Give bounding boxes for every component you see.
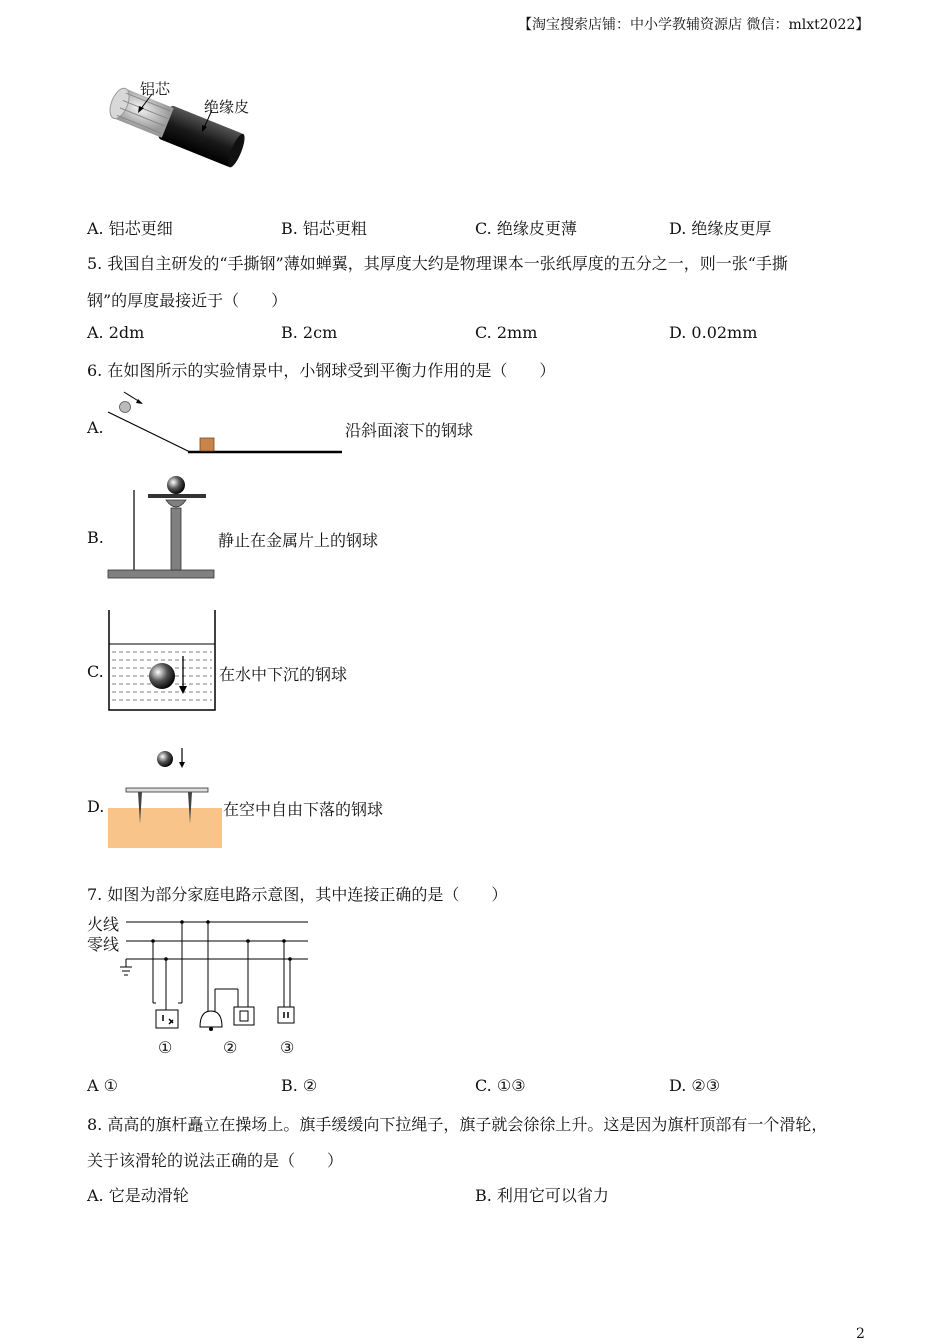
q6-option-a-letter: A. [87,418,104,437]
water-tank-figure [108,610,218,712]
q6-option-a-caption: 沿斜面滚下的钢球 [345,421,474,440]
incline-figure [108,390,348,460]
q6-option-b-caption: 静止在金属片上的钢球 [218,531,379,550]
q6-option-b-letter: B. [87,528,104,547]
circuit-label-3: ③ [280,1038,295,1057]
q6-stem: 6. 在如图所示的实验情景中，小钢球受到平衡力作用的是（ ） [87,361,556,380]
neutral-wire-label: 零线 [87,935,120,954]
q5-option-a: A. 2dm [87,323,145,342]
q8-option-a: A. 它是动滑轮 [87,1186,189,1205]
q8-option-b: B. 利用它可以省力 [475,1186,609,1205]
cable-figure [100,80,260,180]
circuit-label-2: ② [223,1038,238,1057]
q4-option-b: B. 铝芯更粗 [281,219,367,238]
page-header: 【淘宝搜索店铺：中小学教辅资源店 微信：mlxt2022】 [518,17,870,33]
falling-ball-figure [108,744,224,850]
q8-stem-line2: 关于该滑轮的说法正确的是（ ） [87,1151,344,1170]
insulation-label: 绝缘皮 [204,98,250,116]
live-wire-label: 火线 [87,915,120,934]
q5-stem-line2: 钢”的厚度最接近于（ ） [87,291,288,310]
q5-option-c: C. 2mm [475,323,538,342]
q7-option-b: B. ② [281,1076,318,1095]
q4-option-d: D. 绝缘皮更厚 [669,219,772,238]
q4-option-c: C. 绝缘皮更薄 [475,219,577,238]
q4-option-a: A. 铝芯更细 [87,219,173,238]
q7-option-d: D. ②③ [669,1076,721,1095]
q5-option-b: B. 2cm [281,323,338,342]
q8-stem-line1: 8. 高高的旗杆矗立在操场上。旗手缓缓向下拉绳子，旗子就会徐徐上升。这是因为旗杆顶部有一个滑轮， [87,1115,828,1134]
q5-option-d: D. 0.02mm [669,323,758,342]
circuit-label-1: ① [158,1038,173,1057]
q6-option-c-caption: 在水中下沉的钢球 [219,665,348,684]
stand-figure [108,474,218,580]
circuit-figure [116,915,310,1035]
q7-option-a: A ① [87,1076,118,1095]
q6-option-d-letter: D. [87,797,105,816]
q6-option-c-letter: C. [87,662,104,681]
q7-stem: 7. 如图为部分家庭电路示意图，其中连接正确的是（ ） [87,885,508,904]
page-number: 2 [856,1326,865,1342]
q7-option-c: C. ①③ [475,1076,526,1095]
core-label: 铝芯 [140,80,171,98]
q5-stem-line1: 5. 我国自主研发的“手撕钢”薄如蝉翼，其厚度大约是物理课本一张纸厚度的五分之一，则一张“手撕 [87,254,788,273]
q6-option-d-caption: 在空中自由下落的钢球 [223,800,384,819]
